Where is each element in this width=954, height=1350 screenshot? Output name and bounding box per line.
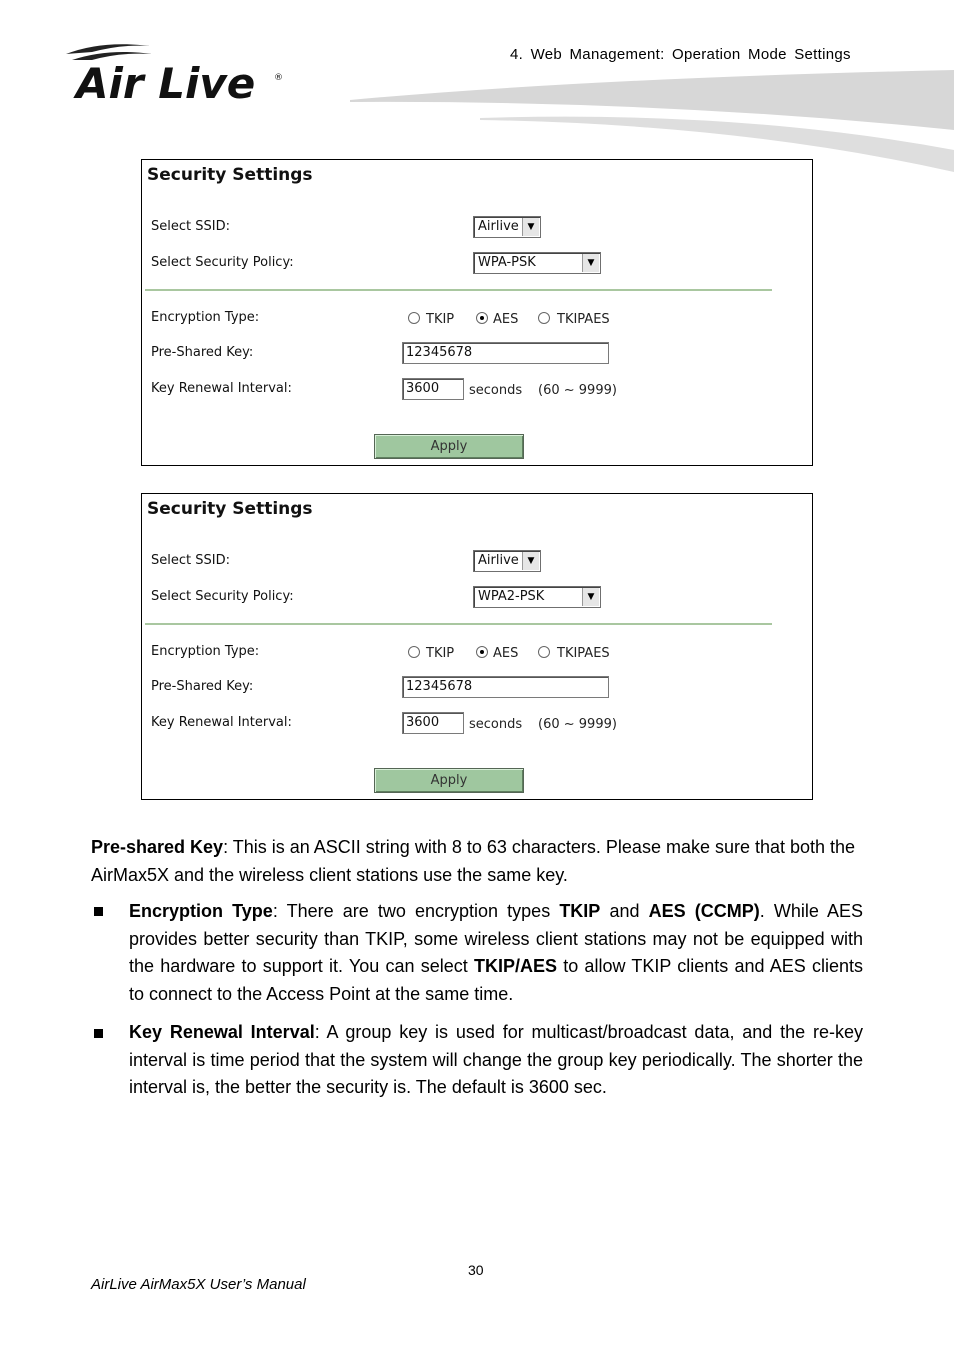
- key-renewal-input[interactable]: 3600: [402, 378, 464, 400]
- pre-shared-key-label: Pre-Shared Key:: [151, 345, 254, 360]
- psk-term: Pre-shared Key: [91, 837, 224, 857]
- airlive-logo: [62, 40, 292, 110]
- pre-shared-key-label: Pre-Shared Key:: [151, 679, 254, 694]
- psk-description: : This is an ASCII string with 8 to 63 characters. Please make sure that both the AirMax5X and the wireless client stations use the same key.: [91, 837, 856, 885]
- encryption-type-bullet: Encryption Type: There are two encryption types TKIP and AES (CCMP). While AES provides better security than TKIP, some wireless client stations may not be equipped with the hardware to support it. You can select TKIP/AES to allow TKIP clients and AES clients to connect to the Access Point at the same time.: [129, 901, 864, 1004]
- ssid-label: Select SSID:: [151, 553, 230, 568]
- security-policy-value: WPA-PSK: [478, 255, 536, 270]
- encryption-option-label: TKIPAES: [557, 646, 610, 661]
- renewal-range: (60 ~ 9999): [538, 717, 617, 732]
- chevron-down-icon: ▼: [582, 254, 599, 272]
- manual-title: AirLive AirMax5X User’s Manual: [91, 1276, 306, 1293]
- key-renewal-label: Key Renewal Interval:: [151, 381, 292, 396]
- chevron-down-icon: ▼: [582, 588, 599, 606]
- divider: [145, 623, 772, 625]
- ssid-label: Select SSID:: [151, 219, 230, 234]
- renewal-unit: seconds: [469, 717, 523, 732]
- encryption-radio-tkipaes[interactable]: [538, 312, 550, 324]
- security-policy-label: Select Security Policy:: [151, 589, 294, 604]
- pre-shared-key-input[interactable]: 12345678: [402, 676, 609, 698]
- pre-shared-key-input[interactable]: 12345678: [402, 342, 609, 364]
- svg-text:®: ®: [274, 73, 283, 83]
- encryption-radio-aes[interactable]: [476, 646, 488, 658]
- encryption-option-label: TKIP: [426, 646, 455, 661]
- renewal-range: (60 ~ 9999): [538, 383, 617, 398]
- encryption-option-label: TKIP: [426, 312, 455, 327]
- apply-button[interactable]: Apply: [374, 434, 524, 459]
- psk-paragraph: [91, 834, 863, 889]
- encryption-radio-tkipaes[interactable]: [538, 646, 550, 658]
- panel-title: Security Settings: [147, 499, 313, 519]
- encryption-option-label: TKIPAES: [557, 312, 610, 327]
- ssid-value: Airlive: [478, 553, 519, 568]
- security-settings-panel: [141, 159, 813, 466]
- chevron-down-icon: ▼: [522, 218, 539, 236]
- ssid-select[interactable]: [473, 550, 541, 572]
- key-renewal-label: Key Renewal Interval:: [151, 715, 292, 730]
- ssid-value: Airlive: [478, 219, 519, 234]
- panel-title: Security Settings: [147, 165, 313, 185]
- security-policy-label: Select Security Policy:: [151, 255, 294, 270]
- encryption-radio-tkip[interactable]: [408, 312, 420, 324]
- divider: [145, 289, 772, 291]
- security-policy-value: WPA2-PSK: [478, 589, 545, 604]
- security-policy-select[interactable]: [473, 252, 601, 274]
- apply-button[interactable]: Apply: [374, 768, 524, 793]
- renewal-unit: seconds: [469, 383, 523, 398]
- security-settings-panel: [141, 493, 813, 800]
- section-title: 4. Web Management: Operation Mode Settings: [510, 46, 851, 63]
- page-number: 30: [468, 1262, 484, 1278]
- key-renewal-input[interactable]: 3600: [402, 712, 464, 734]
- encryption-option-label: AES: [493, 646, 519, 661]
- encryption-radio-aes[interactable]: [476, 312, 488, 324]
- security-policy-select[interactable]: [473, 586, 601, 608]
- encryption-radio-tkip[interactable]: [408, 646, 420, 658]
- ssid-select[interactable]: [473, 216, 541, 238]
- chevron-down-icon: ▼: [522, 552, 539, 570]
- encryption-type-label: Encryption Type:: [151, 310, 260, 325]
- encryption-option-label: AES: [493, 312, 519, 327]
- brand-text: Air Live: [76, 59, 256, 108]
- bullet-square-icon: [94, 1029, 103, 1038]
- bullet-square-icon: [94, 907, 103, 916]
- encryption-type-label: Encryption Type:: [151, 644, 260, 659]
- key-renewal-bullet: Key Renewal Interval: A group key is used for multicast/broadcast data, and the re-key interval is time period that the system will change the group key periodically. The shorter the interval is, the better the security is. The default is 3600 sec.: [129, 1022, 863, 1097]
